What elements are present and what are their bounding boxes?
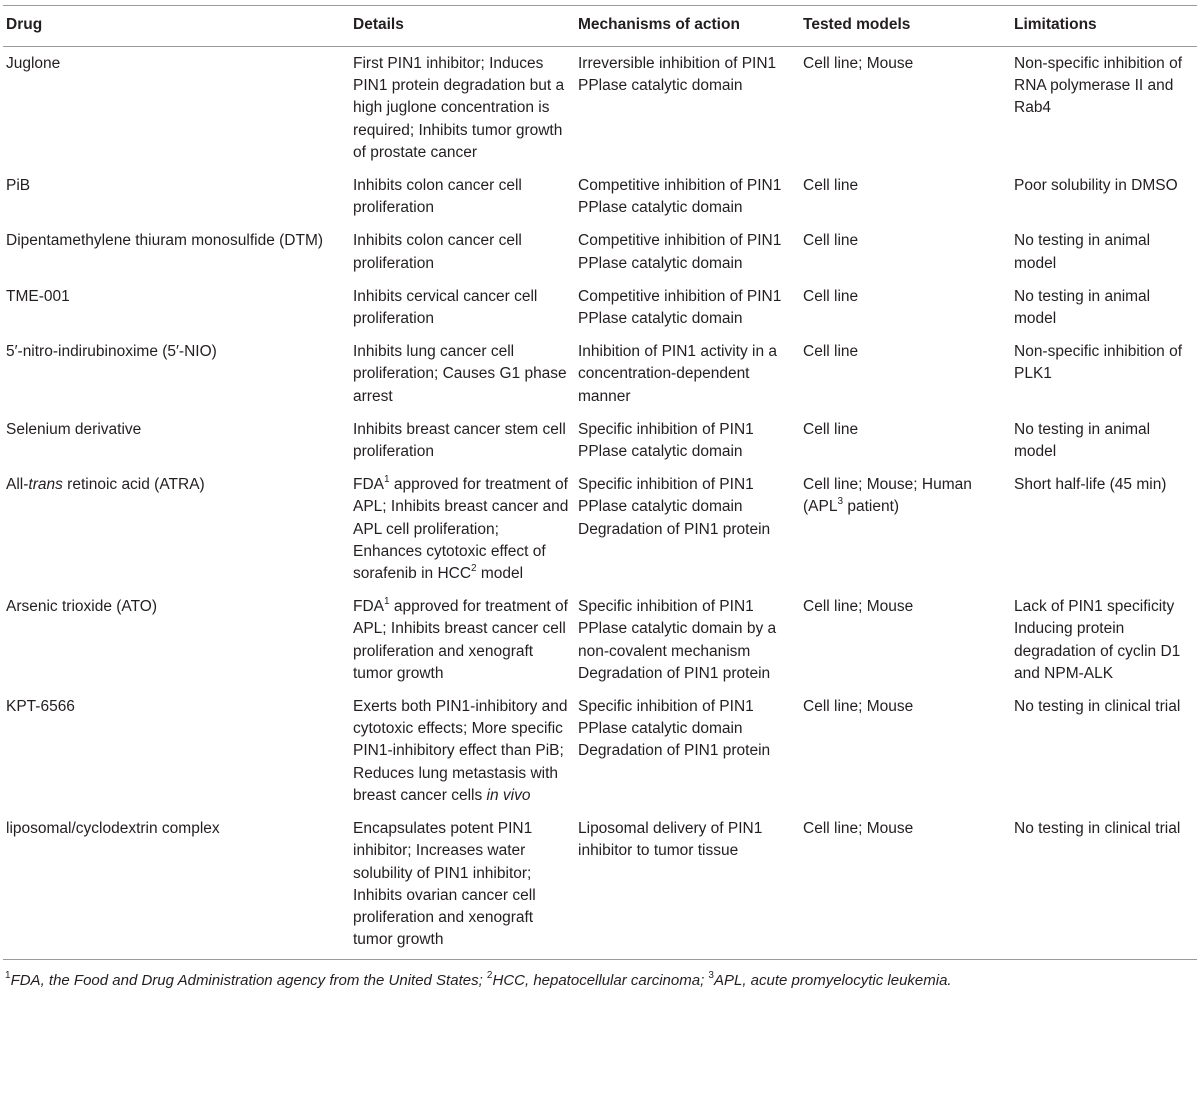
- table-body: [3, 47, 1197, 960]
- cell-mechanism: [575, 690, 800, 812]
- mechanism-line: Degradation of PIN1 protein: [578, 664, 771, 682]
- mechanism-line: Degradation of PIN1 protein: [578, 520, 771, 538]
- cell-limitations: Non-specific inhibition of PLK1: [1014, 343, 1183, 383]
- cell-limitations: No testing in animal model: [1014, 232, 1151, 272]
- cell-drug: liposomal/cyclodextrin complex: [6, 820, 220, 838]
- cell-models: [800, 468, 1011, 590]
- drug-name-suffix: retinoic acid (ATRA): [62, 476, 205, 494]
- mechanism-line: Specific inhibition of PIN1 PPlase catalytic domain: [578, 476, 754, 516]
- cell-models: Cell line: [803, 232, 859, 250]
- cell-drug: 5′-nitro-indirubinoxime (5′-NIO): [6, 343, 217, 361]
- footnote-marker: 2: [486, 970, 493, 982]
- cell-limitations: Poor solubility in DMSO: [1014, 177, 1178, 195]
- cell-models: Cell line; Mouse: [803, 820, 914, 838]
- cell-mechanism: [575, 468, 800, 590]
- footnote-marker: 1: [384, 596, 390, 608]
- cell-details: [350, 690, 575, 812]
- models-text: patient): [843, 498, 900, 516]
- table-row: [3, 690, 1197, 812]
- cell-models: Cell line: [803, 343, 859, 361]
- cell-models: Cell line: [803, 177, 859, 195]
- cell-drug: TME-001: [6, 287, 70, 305]
- header-details: Details: [353, 16, 404, 33]
- cell-details: [350, 590, 575, 690]
- limitation-line: Inducing protein degradation of cyclin D1 and NPM-ALK: [1014, 620, 1181, 682]
- cell-details: Inhibits colon cancer cell proliferation: [353, 232, 522, 272]
- cell-limitations: No testing in clinical trial: [1014, 820, 1181, 838]
- cell-mechanism: Liposomal delivery of PIN1 inhibitor to tumor tissue: [578, 820, 763, 860]
- footnote-text: FDA, the Food and Drug Administration agency from the United States;: [10, 972, 487, 990]
- cell-details: Inhibits colon cancer cell proliferation: [353, 177, 522, 217]
- mechanism-line: Specific inhibition of PIN1 PPlase catalytic domain by a non-covalent mechanism: [578, 598, 777, 660]
- cell-details: Inhibits lung cancer cell proliferation; Causes G1 phase arrest: [353, 343, 567, 405]
- drug-name-prefix: All-: [6, 476, 29, 494]
- cell-models: Cell line; Mouse: [803, 698, 914, 716]
- table-row: [3, 812, 1197, 960]
- table-row: [3, 224, 1197, 279]
- details-italic: in vivo: [486, 786, 531, 804]
- footnote-text: APL, acute promyelocytic leukemia.: [713, 972, 952, 990]
- cell-limitations: Non-specific inhibition of RNA polymerase II and Rab4: [1014, 55, 1183, 117]
- cell-drug: Juglone: [6, 55, 61, 72]
- header-row: [3, 6, 1197, 47]
- drug-table: [3, 5, 1197, 960]
- cell-limitations: [1011, 590, 1197, 690]
- cell-drug: PiB: [6, 177, 31, 195]
- cell-mechanism: Competitive inhibition of PIN1 PPlase catalytic domain: [578, 287, 782, 328]
- cell-drug: KPT-6566: [6, 698, 75, 716]
- header-drug: Drug: [6, 16, 43, 33]
- cell-details: First PIN1 inhibitor; Induces PIN1 protein degradation but a high juglone concentration is required; Inhibits tumor growth of prostate cancer: [353, 55, 565, 161]
- table-row: [3, 169, 1197, 224]
- table-row: [3, 335, 1197, 413]
- cell-models: Cell line: [803, 287, 859, 305]
- limitation-line: Lack of PIN1 specificity: [1014, 598, 1175, 616]
- details-text: Exerts both PIN1-inhibitory and cytotoxic effects; More specific PIN1-inhibitory effect than PiB; Reduces lung metastasis with breast cancer cells: [353, 698, 568, 804]
- cell-mechanism: Competitive inhibition of PIN1 PPlase catalytic domain: [578, 177, 782, 217]
- header-mechanisms: Mechanisms of action: [578, 16, 740, 33]
- footnote-marker: 3: [708, 970, 714, 982]
- table-row: [3, 47, 1197, 170]
- cell-mechanism: Inhibition of PIN1 activity in a concentration-dependent manner: [578, 343, 778, 405]
- cell-mechanism: [575, 590, 800, 690]
- cell-limitations: Short half-life (45 min): [1014, 476, 1167, 494]
- table-footnote: [5, 971, 1200, 990]
- details-text: FDA: [353, 476, 384, 494]
- cell-drug: Arsenic trioxide (ATO): [6, 598, 158, 616]
- cell-details: [350, 468, 575, 590]
- table-row: [3, 413, 1197, 468]
- footnote-marker: 1: [384, 474, 390, 486]
- cell-drug: Dipentamethylene thiuram monosulfide (DTM): [6, 232, 324, 250]
- footnote-marker: 2: [471, 562, 477, 574]
- mechanism-line: Degradation of PIN1 protein: [578, 742, 771, 760]
- table-row: [3, 468, 1197, 590]
- details-text: FDA: [353, 598, 384, 616]
- cell-mechanism: Competitive inhibition of PIN1 PPlase catalytic domain: [578, 232, 782, 272]
- mechanism-line: Specific inhibition of PIN1 PPlase catalytic domain: [578, 698, 754, 738]
- cell-limitations: No testing in animal model: [1014, 420, 1151, 461]
- cell-models: Cell line; Mouse: [803, 55, 914, 72]
- footnote-marker: 1: [5, 970, 11, 982]
- details-text: approved for treatment of APL; Inhibits breast cancer and APL cell proliferation; Enhances cytotoxic effect of sorafenib in HCC: [353, 476, 569, 583]
- table-header: [3, 6, 1197, 47]
- cell-models: Cell line: [803, 420, 859, 438]
- cell-details: Encapsulates potent PIN1 inhibitor; Increases water solubility of PIN1 inhibitor; Inhibits ovarian cancer cell proliferation and xenograft tumor growth: [353, 820, 536, 949]
- cell-details: Inhibits breast cancer stem cell proliferation: [353, 420, 566, 461]
- cell-drug: Selenium derivative: [6, 420, 142, 438]
- cell-limitations: No testing in clinical trial: [1014, 698, 1181, 716]
- header-limitations: Limitations: [1014, 16, 1097, 33]
- cell-limitations: No testing in animal model: [1014, 287, 1151, 328]
- footnote-marker: 3: [837, 496, 844, 508]
- models-text: Cell line; Mouse; Human (APL: [803, 476, 972, 516]
- details-text: approved for treatment of APL; Inhibits breast cancer cell proliferation and xenograft tumor growth: [353, 598, 568, 682]
- footnote-text: HCC, hepatocellular carcinoma;: [492, 972, 709, 990]
- cell-mechanism: Specific inhibition of PIN1 PPlase catalytic domain: [578, 420, 754, 461]
- cell-details: Inhibits cervical cancer cell proliferation: [353, 287, 538, 328]
- header-tested-models: Tested models: [803, 16, 911, 33]
- cell-models: Cell line; Mouse: [803, 598, 914, 616]
- drug-name-italic: trans: [28, 476, 63, 494]
- cell-mechanism: Irreversible inhibition of PIN1 PPlase catalytic domain: [578, 55, 777, 95]
- cell-drug: [3, 468, 350, 590]
- table-row: [3, 280, 1197, 335]
- table-row: [3, 590, 1197, 690]
- details-text: model: [476, 565, 524, 583]
